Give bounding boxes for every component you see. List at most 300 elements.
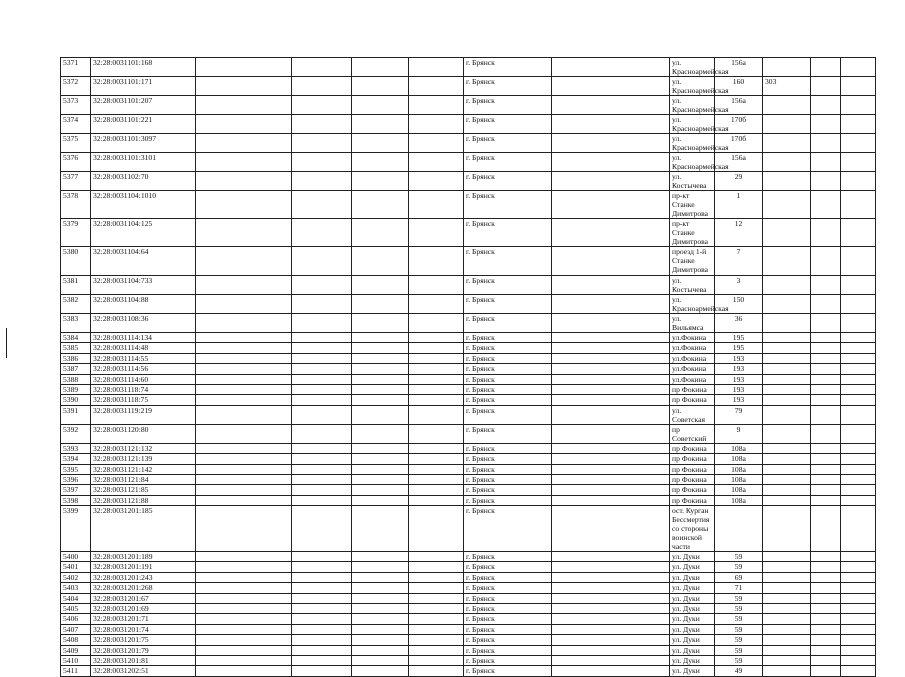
empty-col-8-cell — [552, 495, 670, 505]
empty-col-5-cell — [352, 295, 409, 314]
street-cell: ул. Красноармейская — [670, 58, 715, 77]
house-number-cell: 195 — [715, 333, 763, 343]
extra-number-cell — [763, 191, 811, 219]
street-cell: ул. Костычева — [670, 276, 715, 295]
empty-col-8-cell — [552, 314, 670, 333]
empty-col-6-cell — [409, 395, 464, 405]
empty-col-3-cell — [196, 333, 292, 343]
empty-col-12-cell — [811, 552, 841, 562]
empty-col-6-cell — [409, 454, 464, 464]
empty-col-6-cell — [409, 219, 464, 247]
extra-number-cell — [763, 593, 811, 603]
house-number-cell: 108а — [715, 495, 763, 505]
empty-col-4-cell — [292, 115, 352, 134]
house-number-cell — [715, 506, 763, 552]
table-row — [61, 655, 876, 665]
cadastral-number-cell: 32:28:0031101:171 — [91, 77, 196, 96]
city-cell: г. Брянск — [464, 364, 552, 374]
city-cell: г. Брянск — [464, 115, 552, 134]
empty-col-5-cell — [352, 604, 409, 614]
empty-col-6-cell — [409, 583, 464, 593]
city-cell: г. Брянск — [464, 655, 552, 665]
empty-col-4-cell — [292, 333, 352, 343]
empty-col-13-cell — [841, 495, 876, 505]
empty-col-3-cell — [196, 219, 292, 247]
empty-col-13-cell — [841, 395, 876, 405]
house-number-cell: 156а — [715, 153, 763, 172]
city-cell: г. Брянск — [464, 495, 552, 505]
empty-col-6-cell — [409, 77, 464, 96]
empty-col-3-cell — [196, 424, 292, 443]
extra-number-cell — [763, 405, 811, 424]
empty-col-13-cell — [841, 604, 876, 614]
empty-col-8-cell — [552, 593, 670, 603]
empty-col-5-cell — [352, 572, 409, 582]
empty-col-6-cell — [409, 552, 464, 562]
empty-col-4-cell — [292, 454, 352, 464]
empty-col-8-cell — [552, 506, 670, 552]
empty-col-3-cell — [196, 495, 292, 505]
empty-col-12-cell — [811, 247, 841, 276]
row-number-cell: 5400 — [61, 552, 91, 562]
extra-number-cell — [763, 153, 811, 172]
extra-number-cell — [763, 624, 811, 634]
table-row — [61, 333, 876, 343]
empty-col-6-cell — [409, 134, 464, 153]
city-cell: г. Брянск — [464, 96, 552, 115]
empty-col-13-cell — [841, 276, 876, 295]
row-number-cell: 5409 — [61, 645, 91, 655]
empty-col-12-cell — [811, 583, 841, 593]
empty-col-5-cell — [352, 424, 409, 443]
city-cell: г. Брянск — [464, 645, 552, 655]
city-cell: г. Брянск — [464, 153, 552, 172]
empty-col-3-cell — [196, 295, 292, 314]
empty-col-6-cell — [409, 474, 464, 484]
empty-col-8-cell — [552, 562, 670, 572]
empty-col-5-cell — [352, 474, 409, 484]
empty-col-4-cell — [292, 614, 352, 624]
empty-col-3-cell — [196, 115, 292, 134]
empty-col-6-cell — [409, 562, 464, 572]
empty-col-12-cell — [811, 153, 841, 172]
cadastral-number-cell: 32:28:0031201:268 — [91, 583, 196, 593]
table-row — [61, 153, 876, 172]
empty-col-4-cell — [292, 353, 352, 363]
empty-col-12-cell — [811, 495, 841, 505]
street-cell: ост. Курган Бессмертия со стороны воинской части — [670, 506, 715, 552]
cadastral-number-cell: 32:28:0031201:79 — [91, 645, 196, 655]
extra-number-cell — [763, 443, 811, 453]
empty-col-6-cell — [409, 604, 464, 614]
empty-col-13-cell — [841, 624, 876, 634]
empty-col-12-cell — [811, 134, 841, 153]
empty-col-3-cell — [196, 583, 292, 593]
table-row — [61, 506, 876, 552]
empty-col-3-cell — [196, 604, 292, 614]
empty-col-5-cell — [352, 614, 409, 624]
empty-col-3-cell — [196, 666, 292, 676]
empty-col-4-cell — [292, 474, 352, 484]
row-number-cell: 5380 — [61, 247, 91, 276]
extra-number-cell — [763, 666, 811, 676]
empty-col-4-cell — [292, 343, 352, 353]
table-row — [61, 604, 876, 614]
cadastral-number-cell: 32:28:0031104:733 — [91, 276, 196, 295]
table-row — [61, 58, 876, 77]
row-number-cell: 5382 — [61, 295, 91, 314]
row-number-cell: 5373 — [61, 96, 91, 115]
empty-col-6-cell — [409, 593, 464, 603]
empty-col-3-cell — [196, 153, 292, 172]
house-number-cell: 108а — [715, 474, 763, 484]
empty-col-4-cell — [292, 552, 352, 562]
street-cell: пр-кт Станке Димитрова — [670, 219, 715, 247]
empty-col-8-cell — [552, 485, 670, 495]
cadastral-number-cell: 32:28:0031114:60 — [91, 374, 196, 384]
extra-number-cell — [763, 58, 811, 77]
row-number-cell: 5379 — [61, 219, 91, 247]
empty-col-12-cell — [811, 624, 841, 634]
table-row — [61, 364, 876, 374]
cadastral-number-cell: 32:28:0031201:243 — [91, 572, 196, 582]
empty-col-4-cell — [292, 405, 352, 424]
empty-col-6-cell — [409, 58, 464, 77]
empty-col-12-cell — [811, 295, 841, 314]
street-cell: ул.Фокина — [670, 343, 715, 353]
street-cell: пр Фокина — [670, 474, 715, 484]
empty-col-4-cell — [292, 295, 352, 314]
row-number-cell: 5403 — [61, 583, 91, 593]
empty-col-8-cell — [552, 353, 670, 363]
cadastral-number-cell: 32:28:0031202:51 — [91, 666, 196, 676]
empty-col-3-cell — [196, 172, 292, 191]
empty-col-12-cell — [811, 645, 841, 655]
table-row — [61, 443, 876, 453]
cadastral-number-cell: 32:28:0031121:85 — [91, 485, 196, 495]
street-cell: ул. Дуки — [670, 552, 715, 562]
cadastral-number-cell: 32:28:0031201:191 — [91, 562, 196, 572]
empty-col-4-cell — [292, 134, 352, 153]
empty-col-5-cell — [352, 624, 409, 634]
empty-col-12-cell — [811, 96, 841, 115]
extra-number-cell — [763, 96, 811, 115]
empty-col-4-cell — [292, 624, 352, 634]
house-number-cell: 193 — [715, 364, 763, 374]
house-number-cell: 108а — [715, 464, 763, 474]
empty-col-5-cell — [352, 314, 409, 333]
extra-number-cell — [763, 583, 811, 593]
empty-col-6-cell — [409, 191, 464, 219]
street-cell: ул. Дуки — [670, 624, 715, 634]
table-row — [61, 495, 876, 505]
empty-col-13-cell — [841, 562, 876, 572]
street-cell: ул.Фокина — [670, 353, 715, 363]
empty-col-4-cell — [292, 562, 352, 572]
table-row — [61, 666, 876, 676]
table-row — [61, 572, 876, 582]
house-number-cell: 71 — [715, 583, 763, 593]
row-number-cell: 5372 — [61, 77, 91, 96]
empty-col-3-cell — [196, 405, 292, 424]
empty-col-8-cell — [552, 276, 670, 295]
empty-col-12-cell — [811, 474, 841, 484]
empty-col-8-cell — [552, 405, 670, 424]
table-row — [61, 593, 876, 603]
extra-number-cell — [763, 276, 811, 295]
empty-col-6-cell — [409, 655, 464, 665]
empty-col-13-cell — [841, 464, 876, 474]
empty-col-8-cell — [552, 443, 670, 453]
empty-col-8-cell — [552, 635, 670, 645]
empty-col-8-cell — [552, 191, 670, 219]
empty-col-13-cell — [841, 583, 876, 593]
table-row — [61, 405, 876, 424]
table-row — [61, 583, 876, 593]
extra-number-cell — [763, 353, 811, 363]
extra-number-cell — [763, 424, 811, 443]
extra-number-cell — [763, 333, 811, 343]
empty-col-4-cell — [292, 645, 352, 655]
street-cell: ул. Красноармейская — [670, 134, 715, 153]
city-cell: г. Брянск — [464, 624, 552, 634]
registry-body — [61, 58, 876, 677]
empty-col-3-cell — [196, 353, 292, 363]
empty-col-12-cell — [811, 353, 841, 363]
empty-col-12-cell — [811, 374, 841, 384]
empty-col-4-cell — [292, 77, 352, 96]
extra-number-cell — [763, 384, 811, 394]
empty-col-3-cell — [196, 364, 292, 374]
empty-col-5-cell — [352, 384, 409, 394]
empty-col-6-cell — [409, 295, 464, 314]
empty-col-8-cell — [552, 624, 670, 634]
empty-col-13-cell — [841, 666, 876, 676]
row-number-cell: 5376 — [61, 153, 91, 172]
empty-col-5-cell — [352, 153, 409, 172]
empty-col-3-cell — [196, 314, 292, 333]
empty-col-13-cell — [841, 247, 876, 276]
row-number-cell: 5391 — [61, 405, 91, 424]
cadastral-number-cell: 32:28:0031101:3101 — [91, 153, 196, 172]
empty-col-13-cell — [841, 77, 876, 96]
empty-col-6-cell — [409, 353, 464, 363]
row-number-cell: 5401 — [61, 562, 91, 572]
cadastral-number-cell: 32:28:0031104:88 — [91, 295, 196, 314]
street-cell: пр Фокина — [670, 395, 715, 405]
empty-col-13-cell — [841, 572, 876, 582]
table-row — [61, 314, 876, 333]
empty-col-12-cell — [811, 424, 841, 443]
house-number-cell: 59 — [715, 593, 763, 603]
house-number-cell: 29 — [715, 172, 763, 191]
empty-col-3-cell — [196, 454, 292, 464]
empty-col-8-cell — [552, 343, 670, 353]
city-cell: г. Брянск — [464, 572, 552, 582]
empty-col-4-cell — [292, 583, 352, 593]
empty-col-3-cell — [196, 58, 292, 77]
empty-col-12-cell — [811, 655, 841, 665]
empty-col-5-cell — [352, 666, 409, 676]
empty-col-5-cell — [352, 454, 409, 464]
empty-col-13-cell — [841, 474, 876, 484]
house-number-cell: 108а — [715, 454, 763, 464]
table-row — [61, 624, 876, 634]
empty-col-3-cell — [196, 77, 292, 96]
empty-col-13-cell — [841, 364, 876, 374]
empty-col-3-cell — [196, 614, 292, 624]
city-cell: г. Брянск — [464, 562, 552, 572]
empty-col-3-cell — [196, 655, 292, 665]
table-row — [61, 96, 876, 115]
empty-col-4-cell — [292, 593, 352, 603]
cadastral-number-cell: 32:28:0031201:69 — [91, 604, 196, 614]
street-cell: ул. Красноармейская — [670, 295, 715, 314]
empty-col-3-cell — [196, 624, 292, 634]
empty-col-6-cell — [409, 96, 464, 115]
city-cell: г. Брянск — [464, 666, 552, 676]
row-number-cell: 5411 — [61, 666, 91, 676]
empty-col-13-cell — [841, 405, 876, 424]
table-row — [61, 552, 876, 562]
cadastral-number-cell: 32:28:0031101:221 — [91, 115, 196, 134]
empty-col-12-cell — [811, 77, 841, 96]
empty-col-6-cell — [409, 153, 464, 172]
empty-col-13-cell — [841, 635, 876, 645]
empty-col-13-cell — [841, 172, 876, 191]
house-number-cell: 9 — [715, 424, 763, 443]
house-number-cell: 156а — [715, 96, 763, 115]
empty-col-3-cell — [196, 552, 292, 562]
empty-col-6-cell — [409, 645, 464, 655]
empty-col-12-cell — [811, 276, 841, 295]
empty-col-6-cell — [409, 364, 464, 374]
empty-col-12-cell — [811, 115, 841, 134]
city-cell: г. Брянск — [464, 219, 552, 247]
city-cell: г. Брянск — [464, 58, 552, 77]
city-cell: г. Брянск — [464, 443, 552, 453]
empty-col-5-cell — [352, 77, 409, 96]
row-number-cell: 5396 — [61, 474, 91, 484]
house-number-cell: 59 — [715, 614, 763, 624]
cadastral-number-cell: 32:28:0031201:71 — [91, 614, 196, 624]
empty-col-5-cell — [352, 495, 409, 505]
empty-col-5-cell — [352, 172, 409, 191]
cadastral-number-cell: 32:28:0031118:74 — [91, 384, 196, 394]
empty-col-12-cell — [811, 506, 841, 552]
row-number-cell: 5398 — [61, 495, 91, 505]
empty-col-13-cell — [841, 219, 876, 247]
empty-col-12-cell — [811, 614, 841, 624]
empty-col-4-cell — [292, 604, 352, 614]
street-cell: ул. Красноармейская — [670, 153, 715, 172]
empty-col-5-cell — [352, 506, 409, 552]
house-number-cell: 195 — [715, 343, 763, 353]
empty-col-4-cell — [292, 374, 352, 384]
empty-col-13-cell — [841, 153, 876, 172]
street-cell: ул. Дуки — [670, 583, 715, 593]
empty-col-5-cell — [352, 395, 409, 405]
table-row — [61, 384, 876, 394]
empty-col-5-cell — [352, 58, 409, 77]
house-number-cell: 59 — [715, 624, 763, 634]
street-cell: пр Фокина — [670, 384, 715, 394]
row-number-cell: 5402 — [61, 572, 91, 582]
empty-col-4-cell — [292, 191, 352, 219]
house-number-cell: 170б — [715, 134, 763, 153]
empty-col-13-cell — [841, 645, 876, 655]
street-cell: ул. Советская — [670, 405, 715, 424]
cadastral-number-cell: 32:28:0031101:207 — [91, 96, 196, 115]
street-cell: ул. Дуки — [670, 572, 715, 582]
empty-col-12-cell — [811, 485, 841, 495]
empty-col-13-cell — [841, 374, 876, 384]
empty-col-13-cell — [841, 191, 876, 219]
table-row — [61, 134, 876, 153]
empty-col-5-cell — [352, 405, 409, 424]
cadastral-number-cell: 32:28:0031101:168 — [91, 58, 196, 77]
cadastral-number-cell: 32:28:0031104:125 — [91, 219, 196, 247]
cadastral-number-cell: 32:28:0031118:75 — [91, 395, 196, 405]
row-number-cell: 5404 — [61, 593, 91, 603]
cadastral-number-cell: 32:28:0031121:132 — [91, 443, 196, 453]
cadastral-number-cell: 32:28:0031201:189 — [91, 552, 196, 562]
city-cell: г. Брянск — [464, 191, 552, 219]
table-row — [61, 247, 876, 276]
street-cell: ул. Дуки — [670, 645, 715, 655]
city-cell: г. Брянск — [464, 374, 552, 384]
table-row — [61, 395, 876, 405]
city-cell: г. Брянск — [464, 635, 552, 645]
table-row — [61, 219, 876, 247]
empty-col-5-cell — [352, 655, 409, 665]
empty-col-8-cell — [552, 295, 670, 314]
row-number-cell: 5377 — [61, 172, 91, 191]
empty-col-6-cell — [409, 495, 464, 505]
house-number-cell: 193 — [715, 395, 763, 405]
empty-col-6-cell — [409, 666, 464, 676]
empty-col-5-cell — [352, 443, 409, 453]
empty-col-4-cell — [292, 485, 352, 495]
empty-col-8-cell — [552, 172, 670, 191]
empty-col-5-cell — [352, 593, 409, 603]
empty-col-3-cell — [196, 134, 292, 153]
empty-col-12-cell — [811, 443, 841, 453]
cadastral-number-cell: 32:28:0031121:142 — [91, 464, 196, 474]
extra-number-cell — [763, 474, 811, 484]
empty-col-13-cell — [841, 115, 876, 134]
empty-col-5-cell — [352, 247, 409, 276]
extra-number-cell — [763, 343, 811, 353]
row-number-cell: 5390 — [61, 395, 91, 405]
empty-col-6-cell — [409, 572, 464, 582]
empty-col-13-cell — [841, 454, 876, 464]
table-row — [61, 454, 876, 464]
house-number-cell: 160 — [715, 77, 763, 96]
extra-number-cell — [763, 314, 811, 333]
empty-col-3-cell — [196, 374, 292, 384]
table-row — [61, 191, 876, 219]
row-number-cell: 5407 — [61, 624, 91, 634]
row-number-cell: 5395 — [61, 464, 91, 474]
row-number-cell: 5388 — [61, 374, 91, 384]
empty-col-8-cell — [552, 464, 670, 474]
empty-col-5-cell — [352, 645, 409, 655]
extra-number-cell — [763, 645, 811, 655]
empty-col-12-cell — [811, 191, 841, 219]
row-number-cell: 5386 — [61, 353, 91, 363]
empty-col-6-cell — [409, 624, 464, 634]
